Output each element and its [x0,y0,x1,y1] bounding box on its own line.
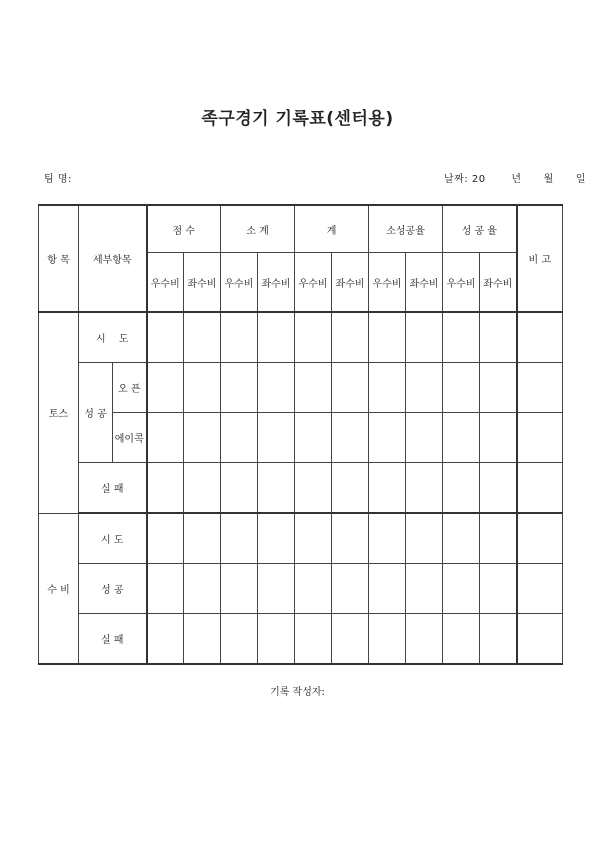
date-year-label: 날짜: 20 [444,174,486,185]
table-cell [184,363,221,413]
table-cell [184,614,221,665]
table-cell [443,564,480,614]
table-cell [332,513,369,564]
date-line [444,170,586,185]
defense-label: 수 비 [39,513,79,664]
table-cell [295,463,332,514]
table-cell [221,513,258,564]
table-cell [406,413,443,463]
table-cell [221,614,258,665]
table-cell [480,614,517,665]
toss-open-label: 오 픈 [113,363,147,413]
toss-acro-label: 에이콕 [113,413,147,463]
header-right-defense: 우수비 [443,253,480,313]
table-cell [517,413,563,463]
header-right-defense: 우수비 [221,253,258,313]
table-cell [369,463,406,514]
table-cell [147,564,184,614]
table-cell [221,413,258,463]
recorder-label: 기록 작성자: [270,687,325,698]
header-right-defense: 우수비 [369,253,406,313]
table-cell [221,463,258,514]
table-cell [480,463,517,514]
table-cell [332,413,369,463]
table-cell [332,312,369,363]
team-name-label: 팀 명: [44,174,72,185]
date-year-suffix: 년 [511,174,522,185]
table-cell [184,413,221,463]
table-cell [517,463,563,514]
table-cell [295,564,332,614]
table-cell [369,312,406,363]
table-cell [258,463,295,514]
table-cell [406,614,443,665]
table-cell [517,363,563,413]
table-cell [369,564,406,614]
table-cell [369,513,406,564]
table-cell [258,564,295,614]
table-cell [443,513,480,564]
table-cell [258,312,295,363]
table-cell [443,413,480,463]
header-sub-item: 세부항목 [79,205,147,312]
table-cell [147,614,184,665]
header-subtotal: 소 계 [221,205,295,253]
table-cell [258,363,295,413]
header-left-defense: 좌수비 [184,253,221,313]
header-left-defense: 좌수비 [258,253,295,313]
table-cell [295,513,332,564]
table-cell [332,564,369,614]
table-cell [369,614,406,665]
header-success-rate: 성 공 율 [443,205,517,253]
defense-fail-label: 실 패 [79,614,147,665]
table-cell [295,363,332,413]
table-cell [406,564,443,614]
header-remark: 비 고 [517,205,563,312]
header-total: 계 [295,205,369,253]
header-sub-success-rate: 소성공율 [369,205,443,253]
table-cell [443,312,480,363]
table-cell [221,564,258,614]
table-cell [406,312,443,363]
table-cell [480,312,517,363]
table-cell [221,363,258,413]
table-cell [295,312,332,363]
table-cell [147,413,184,463]
table-cell [406,513,443,564]
record-table [38,204,563,665]
table-cell [517,513,563,564]
header-right-defense: 우수비 [147,253,184,313]
table-cell [184,513,221,564]
table-cell [443,463,480,514]
table-cell [184,564,221,614]
defense-success-label: 성 공 [79,564,147,614]
table-cell [147,312,184,363]
date-month-suffix: 월 [543,174,554,185]
table-cell [147,513,184,564]
date-day-suffix: 일 [575,174,587,185]
header-item: 항 목 [39,205,79,312]
table-cell [480,413,517,463]
table-cell [295,614,332,665]
table-cell [480,363,517,413]
header-score: 점 수 [147,205,221,253]
table-cell [369,363,406,413]
table-cell [480,564,517,614]
defense-attempt-label: 시 도 [79,513,147,564]
table-cell [406,463,443,514]
table-cell [184,312,221,363]
table-cell [332,463,369,514]
table-cell [517,312,563,363]
table-cell [258,614,295,665]
page-title: 족구경기 기록표(센터용) [201,109,394,129]
table-cell [480,513,517,564]
header-left-defense: 좌수비 [480,253,517,313]
table-cell [221,312,258,363]
table-cell [332,614,369,665]
table-cell [517,564,563,614]
toss-attempt-label: 시 도 [79,312,147,363]
table-cell [147,463,184,514]
table-cell [369,413,406,463]
header-left-defense: 좌수비 [406,253,443,313]
table-cell [443,614,480,665]
toss-label: 토스 [39,312,79,513]
table-cell [258,413,295,463]
header-right-defense: 우수비 [295,253,332,313]
table-cell [406,363,443,413]
table-cell [295,413,332,463]
table-cell [258,513,295,564]
table-cell [184,463,221,514]
toss-fail-label: 실 패 [79,463,147,514]
table-cell [443,363,480,413]
table-cell [147,363,184,413]
header-left-defense: 좌수비 [332,253,369,313]
toss-success-label: 성 공 [79,363,113,463]
table-cell [517,614,563,665]
table-cell [332,363,369,413]
